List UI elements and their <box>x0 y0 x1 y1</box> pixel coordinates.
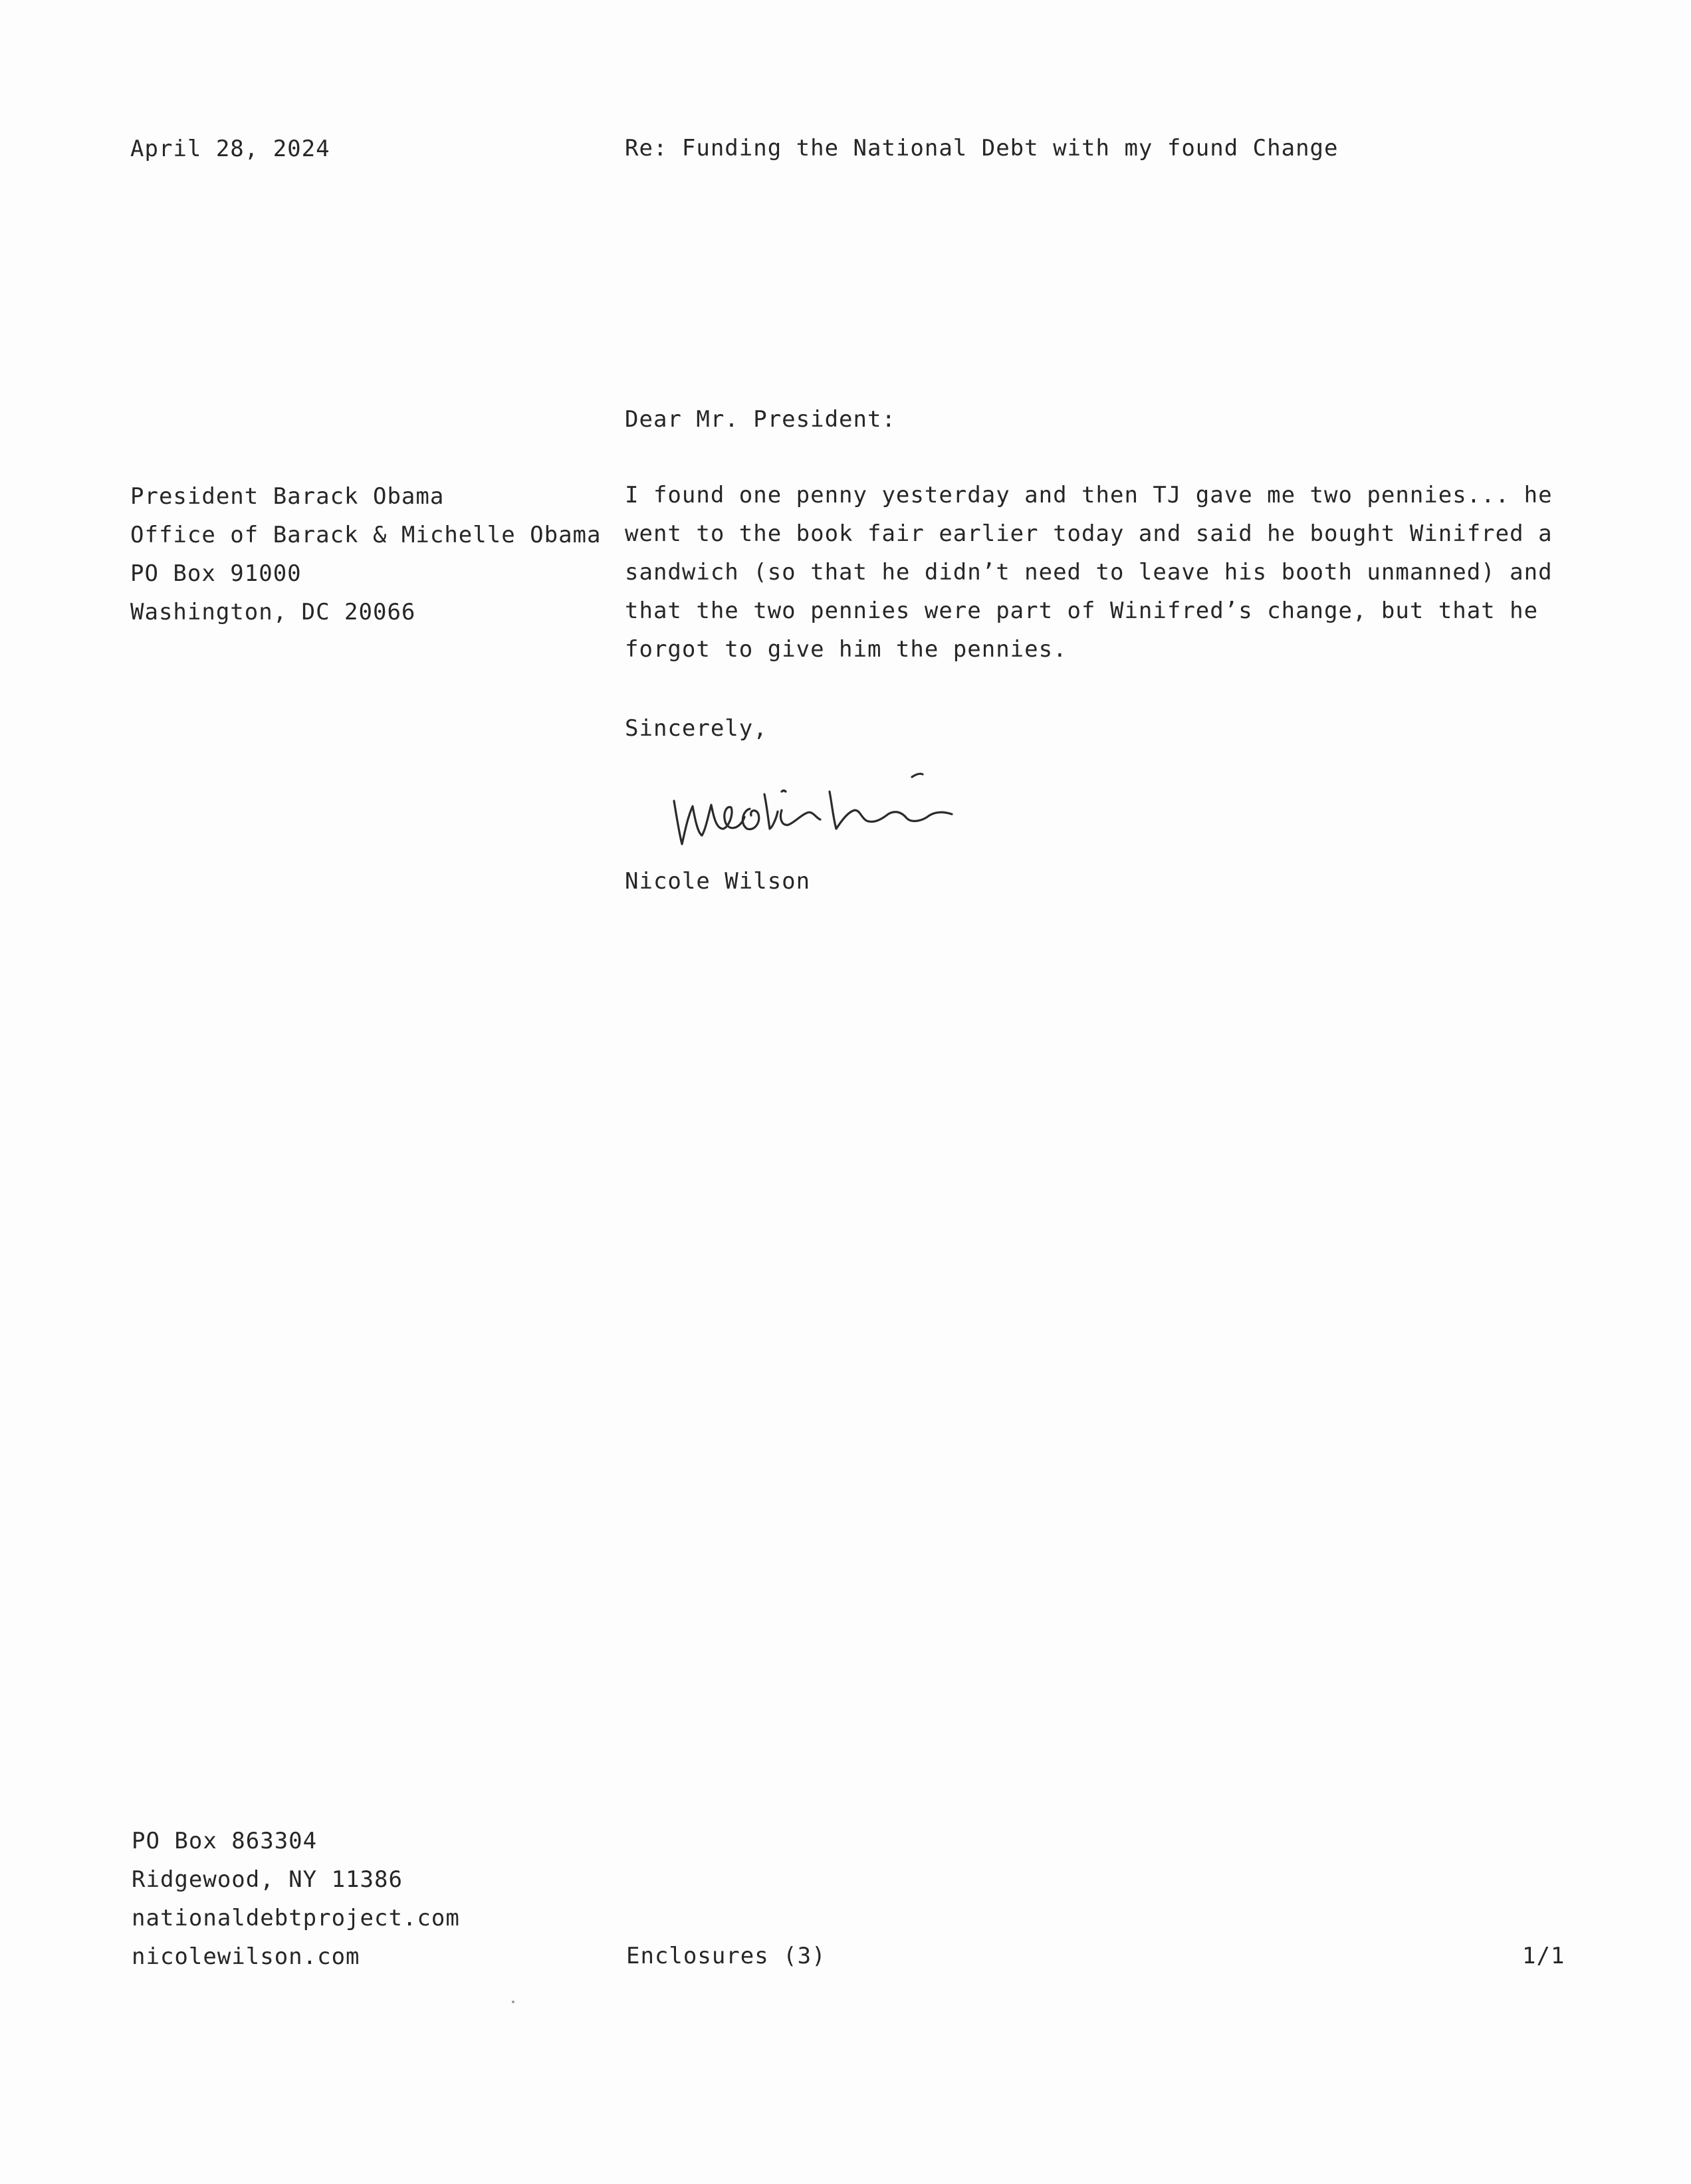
recipient-address <box>130 477 602 631</box>
salutation: Dear Mr. President: <box>625 406 896 433</box>
handwritten-signature <box>665 754 984 854</box>
return-address-line: PO Box 863304 <box>132 1828 318 1854</box>
letter-date: April 28, 2024 <box>130 136 330 162</box>
body-line: I found one penny yesterday and then TJ gave me two pennies... he <box>625 482 1553 508</box>
body-line: went to the book fair earlier today and said he bought Winifred a <box>625 520 1553 547</box>
body-line: forgot to give him the pennies. <box>625 636 1068 663</box>
recipient-line: Office of Barack & Michelle Obama <box>130 522 602 548</box>
signer-name: Nicole Wilson <box>625 868 811 895</box>
return-address <box>132 1822 460 1976</box>
recipient-line: President Barack Obama <box>130 483 445 510</box>
paper-speck <box>512 2001 514 2003</box>
letter-subject: Re: Funding the National Debt with my found Change <box>625 135 1339 162</box>
body-line: that the two pennies were part of Winifred’s change, but that he <box>625 598 1539 624</box>
enclosures-note: Enclosures (3) <box>626 1943 826 1969</box>
return-address-line: nationaldebtproject.com <box>132 1905 460 1931</box>
body-line: sandwich (so that he didn’t need to leave his booth unmanned) and <box>625 559 1553 586</box>
recipient-line: PO Box 91000 <box>130 560 302 587</box>
recipient-line: Washington, DC 20066 <box>130 599 416 625</box>
page-number: 1/1 <box>1522 1943 1565 1969</box>
return-address-line: Ridgewood, NY 11386 <box>132 1866 403 1893</box>
return-address-line: nicolewilson.com <box>132 1943 360 1970</box>
letter-body <box>625 476 1553 669</box>
closing: Sincerely, <box>625 715 768 742</box>
